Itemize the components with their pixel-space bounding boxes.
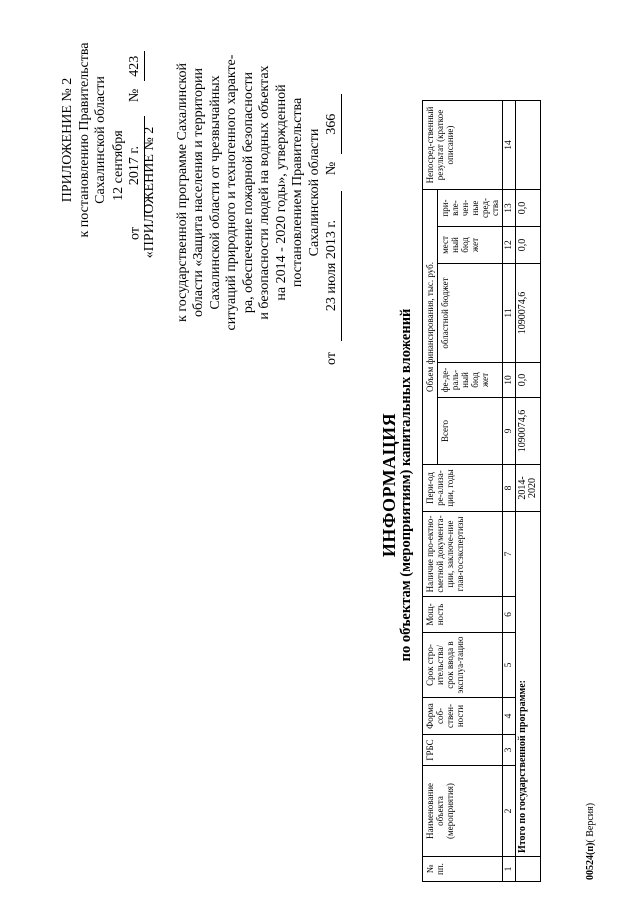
th-financing-group: Объем финансирования, тыс. руб. <box>423 190 438 465</box>
page-title: ИНФОРМАЦИЯ <box>379 412 399 558</box>
th-col-11: областной бюджет <box>438 264 503 363</box>
prev-appendix-ot-label: от <box>324 352 339 365</box>
prev-appendix-date: 23 июля 2013 г. <box>324 191 342 341</box>
prev-appendix-line6: и безопасности людей на водных объектах <box>257 65 272 320</box>
total-row-result <box>516 101 541 190</box>
table-header-row <box>423 101 438 882</box>
col-number: 10 <box>503 363 516 398</box>
th-col-1: № пп. <box>423 857 503 882</box>
prev-appendix-title: «ПРИЛОЖЕНИЕ № 2 <box>142 126 157 259</box>
footer-version: ( Версия) <box>585 802 596 843</box>
col-number: 9 <box>503 398 516 465</box>
col-number: 14 <box>503 101 516 190</box>
prev-appendix-line3: Сахалинской области от чрезвычайных <box>207 75 223 310</box>
col-number: 6 <box>503 597 516 633</box>
th-col-6: Мощ-ность <box>423 597 503 633</box>
total-row-local: 0,0 <box>516 227 541 264</box>
th-col-13: при-вле-чен-ные сред-ства <box>438 190 503 227</box>
page-subtitle: по объектам (мероприятиям) капитальных вложений <box>398 308 414 662</box>
table-numbers-row <box>503 101 516 882</box>
col-number: 3 <box>503 735 516 766</box>
col-number: 5 <box>503 633 516 698</box>
th-col-2: Наименование объекта (мероприятия) <box>423 766 503 857</box>
document-version-footer <box>585 803 596 880</box>
prev-appendix-line7: на 2014 - 2020 годы», утвержденной <box>273 84 289 301</box>
appendix-date-row <box>111 40 145 240</box>
footer-code: 00524(п) <box>585 842 596 880</box>
col-number: 8 <box>503 465 516 512</box>
col-number: 11 <box>503 264 516 363</box>
th-col-10: фе-де-раль-ный бюд жет <box>438 363 503 398</box>
total-row-cell-1 <box>516 857 541 882</box>
appendix-date: 12 сентября 2017 г. <box>111 116 145 216</box>
th-col-9: Всего <box>438 398 503 465</box>
capital-investments-table <box>422 100 541 882</box>
col-number: 13 <box>503 190 516 227</box>
appendix-title: ПРИЛОЖЕНИЕ № 2 <box>60 77 75 203</box>
prev-appendix-date-row <box>324 20 342 365</box>
appendix-ot-label: от <box>127 227 142 240</box>
col-number: 7 <box>503 512 516 597</box>
th-col-7: Наличие про-ектно-сметной документа-ции, заключе-ние глав-госэкспертизы <box>423 512 503 597</box>
total-row-regional: 1090074,6 <box>516 264 541 363</box>
prev-appendix-line8: постановлением Правительства <box>290 97 305 288</box>
prev-appendix-number: 366 <box>324 94 342 154</box>
appendix-line1: к постановлению Правительства <box>76 42 92 238</box>
prev-appendix-line5: ра, обеспечение пожарной безопасности <box>240 71 256 314</box>
th-col-8: Пери-од ре-ализа-ции, годы <box>423 465 503 512</box>
th-col-12: мест ный бюд жет <box>438 227 503 264</box>
prev-appendix-line4: ситуаций природного и техногенного характе- <box>224 54 239 331</box>
appendix-line2: Сахалинской области <box>93 76 108 204</box>
th-col-5: Срок стро-ительства/ срок ввода в эксплуа-тацию <box>423 633 503 698</box>
total-row-federal: 0,0 <box>516 363 541 398</box>
appendix-number: 423 <box>127 51 145 81</box>
total-row-label: Итого по государственной программе: <box>516 512 541 857</box>
prev-appendix-header <box>142 20 342 365</box>
th-col-4: Форма соб-ствен-ности <box>423 698 503 735</box>
th-col-3: ГРБС <box>423 735 503 766</box>
appendix-no-label: № <box>127 88 142 103</box>
col-number: 12 <box>503 227 516 264</box>
prev-appendix-line9: Сахалинской области <box>306 128 322 257</box>
col-number: 2 <box>503 766 516 857</box>
col-number: 1 <box>503 857 516 882</box>
table-total-row <box>516 101 541 882</box>
total-row-other: 0,0 <box>516 190 541 227</box>
prev-appendix-line2: области «Защита населения и территории <box>191 68 206 317</box>
col-number: 4 <box>503 698 516 735</box>
prev-appendix-no-label: № <box>324 161 339 176</box>
total-row-total: 1090074,6 <box>516 398 541 465</box>
prev-appendix-line1: к государственной программе Сахалинской <box>174 63 190 322</box>
total-row-period: 2014-2020 <box>516 465 541 512</box>
th-col-14: Непосред-ственный результат (краткое описание) <box>423 101 503 190</box>
appendix-header <box>60 40 145 240</box>
